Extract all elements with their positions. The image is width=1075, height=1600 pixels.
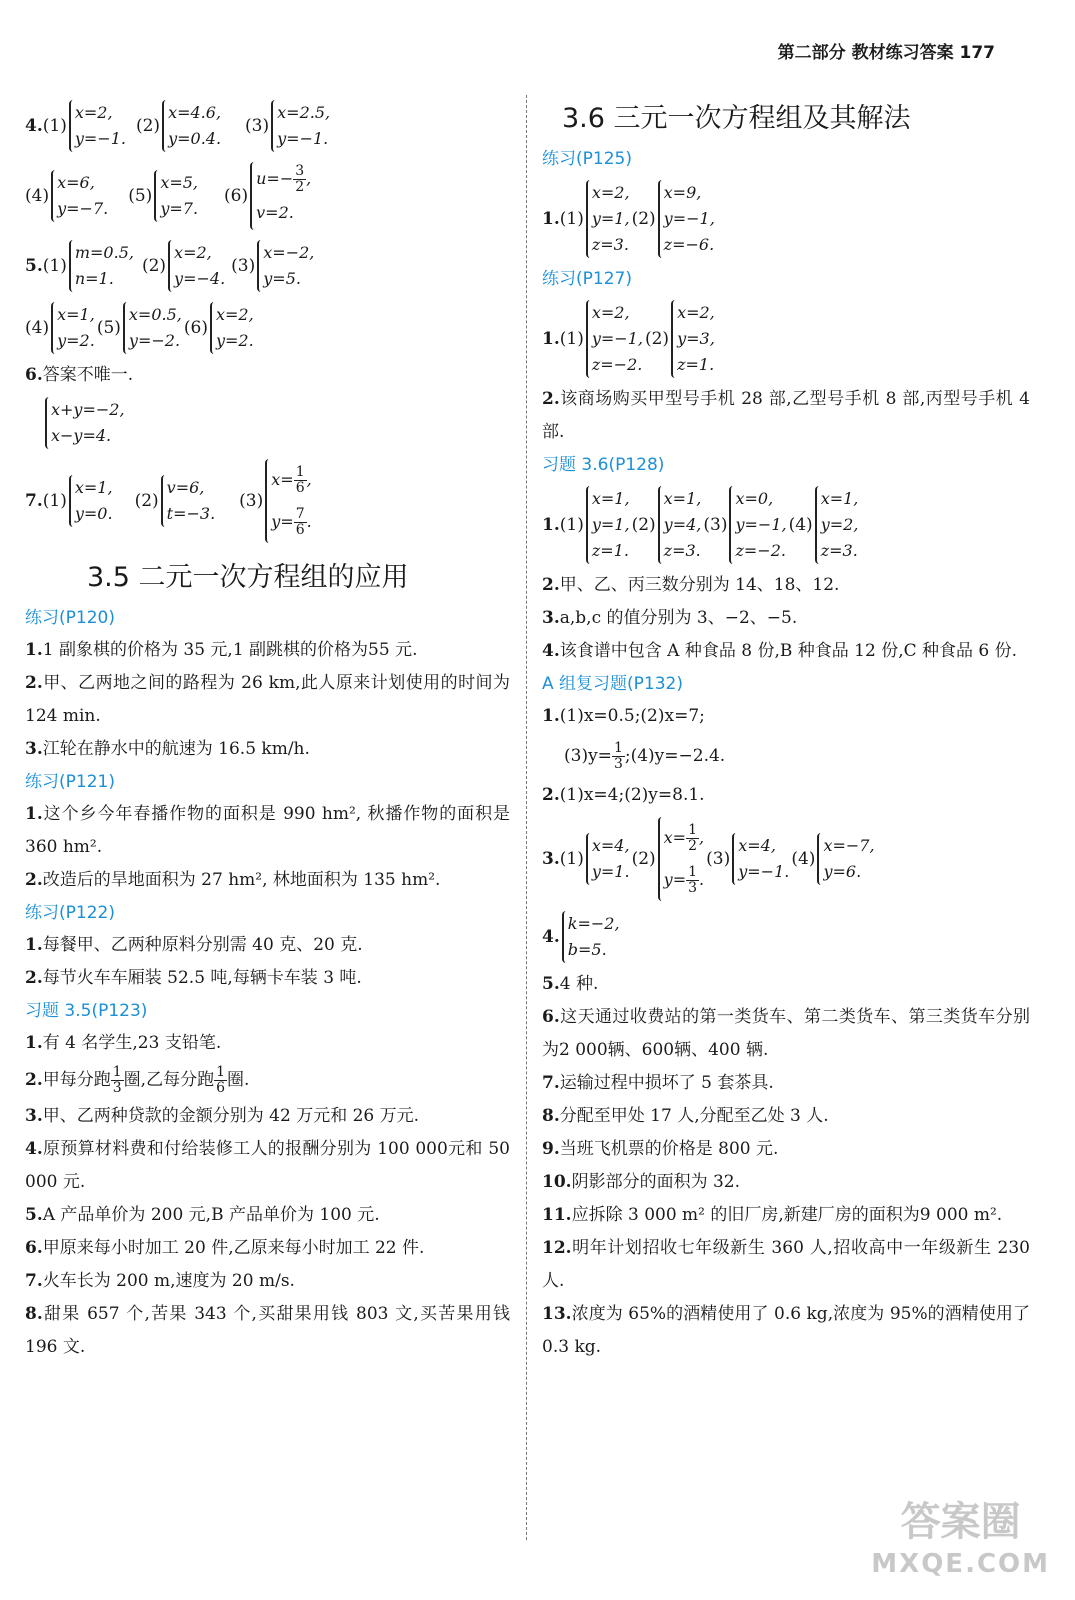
p127-q1: 1. (1) x=2, y=−1, z=−2. (2) x=2, y=3, z=1. (542, 295, 1030, 383)
list-item (25, 634, 510, 667)
item-text: 甜果 657 个,苦果 343 个,买甜果用钱 803 文,买苦果用钱 196 文. (25, 1304, 510, 1357)
item-text: 该食谱中包含 A 种食品 8 份,B 种食品 12 份,C 种食品 6 份. (559, 641, 1018, 661)
fraction: $\frac{7}{6}$ (295, 506, 305, 538)
equation-system: v=6, t=−3. (161, 475, 216, 527)
list-item (25, 864, 510, 897)
fraction: $\frac{1}{3}$ (688, 864, 698, 896)
list-item (25, 1133, 510, 1199)
list-item: 1.(1)x=0.5;(2)x=7; (542, 706, 705, 726)
item-number: 1. (25, 935, 43, 955)
equation-system: x=9, y=−1, z=−6. (658, 180, 715, 258)
item-number: 1. (25, 640, 43, 660)
equation-system: x=−7, y=6. (817, 833, 874, 885)
list-item (25, 1265, 510, 1298)
equation-system: u=− $\frac{3}{2}$ , v=2. (250, 162, 311, 230)
item-number: 4. (25, 1139, 43, 1159)
item-text: 这天通过收费站的第一类货车、第二类货车、第三类货车分别为2 000辆、600辆、400 辆. (542, 1007, 1030, 1060)
equation-system: x=6, y=−7. (51, 170, 108, 222)
equation-system: x=2, y=−4. (168, 240, 225, 292)
item-number: 3. (542, 608, 560, 628)
equation-system: x=4, y=−1. (732, 833, 789, 885)
item-number: 4. (542, 641, 560, 661)
item-text: 应拆除 3 000 m² 的旧厂房,新建厂房的面积为9 000 m². (571, 1205, 1003, 1225)
equation-system: x=5, y=7. (154, 170, 198, 222)
list-item (25, 962, 510, 995)
list-item: 2.甲每分跑 $\frac{1}{3}$ 圈,乙每分跑 $\frac{1}{6}$ 圈. (25, 1064, 250, 1096)
equation-system: m=0.5, n=1. (69, 240, 134, 292)
subheading-p128: 习题 3.6(P128) (542, 455, 665, 475)
p132-q3: 3. (1) x=4, y=1. (2) x= $\frac{1}{2}$ , y= $\frac{1}{3}$ . (3) x=4, y=−1. (4) x=−7, y=6. (542, 812, 1030, 906)
equation-system: x=−2, y=5. (257, 240, 314, 292)
q4-label: 4. (25, 116, 43, 136)
list-item (542, 635, 1030, 668)
column-divider (526, 95, 527, 1540)
item-number: 6. (542, 1007, 560, 1027)
p128-list (542, 569, 1030, 668)
item-number: 5. (542, 974, 560, 994)
item-number: 1. (25, 804, 43, 824)
subheading-p132: A 组复习题(P132) (542, 674, 683, 694)
fraction: $\frac{3}{2}$ (295, 163, 305, 195)
list-item (542, 1199, 1030, 1232)
p122-list (25, 929, 510, 995)
item-number: 9. (542, 1139, 560, 1159)
item-text: 1 副象棋的价格为 35 元,1 副跳棋的价格为55 元. (42, 640, 418, 660)
equation-system: x= $\frac{1}{2}$ , y= $\frac{1}{3}$ . (658, 817, 704, 901)
list-item: 1.有 4 名学生,23 支铅笔. (25, 1033, 222, 1053)
list-item (25, 667, 510, 733)
p132-list (542, 968, 1030, 1364)
item-text: 分配至甲处 17 人,分配至乙处 3 人. (559, 1106, 829, 1126)
list-item (25, 929, 510, 962)
equation-system: x=2, y=1, z=3. (586, 180, 630, 258)
list-item (25, 1100, 510, 1133)
section-title-3-6: 3.6 三元一次方程组及其解法 (562, 103, 911, 134)
equation-system: x=1, y=0. (69, 475, 113, 527)
item-number: 2. (25, 968, 43, 988)
item-number: 7. (25, 1271, 43, 1291)
list-item (25, 1199, 510, 1232)
list-item (25, 1298, 510, 1364)
fraction: $\frac{1}{6}$ (216, 1064, 225, 1096)
p120-list (25, 634, 510, 766)
equation-system: x=1, y=2, z=3. (815, 486, 859, 564)
item-number: 2. (25, 673, 43, 693)
item-text: 阴影部分的面积为 32. (571, 1172, 741, 1192)
item-text: A 产品单价为 200 元,B 产品单价为 100 元. (42, 1205, 380, 1225)
fraction: $\frac{1}{2}$ (688, 822, 698, 854)
item-number: 2. (542, 575, 560, 595)
item-number: 11. (542, 1205, 572, 1225)
subheading-p120: 练习(P120) (25, 608, 115, 628)
equation-system: k=−2, b=5. (562, 911, 620, 963)
item-text: 每节火车车厢装 52.5 吨,每辆卡车装 3 吨. (42, 968, 362, 988)
q5-row-1: 5. (1) m=0.5, n=1. (2) x=2, y=−4. (3) x=−2, y=5. (25, 235, 510, 297)
equation-system: x=2.5, y=−1. (271, 100, 330, 152)
equation-system: x=2, y=−1, z=−2. (586, 300, 643, 378)
list-item (542, 602, 1030, 635)
list-item (542, 1166, 1030, 1199)
item-text: 当班飞机票的价格是 800 元. (559, 1139, 779, 1159)
equation-system: x=2, y=−1. (69, 100, 126, 152)
item-number: 8. (542, 1106, 560, 1126)
equation-system: x=1, y=4, z=3. (658, 486, 702, 564)
p132-q4: 4. k=−2, b=5. (542, 906, 1030, 968)
equation-system: x=4.6, y=0.4. (162, 100, 221, 152)
q6-text: 6.答案不唯一. (25, 365, 134, 385)
list-item (25, 1232, 510, 1265)
item-number: 5. (25, 1205, 43, 1225)
list-item: (3)y= $\frac{1}{3}$ ;(4)y=−2.4. (564, 740, 726, 772)
list-item (542, 1001, 1030, 1067)
list-item (542, 569, 1030, 602)
item-text: 浓度为 65%的酒精使用了 0.6 kg,浓度为 95%的酒精使用了 0.3 kg. (542, 1304, 1030, 1357)
item-number: 10. (542, 1172, 572, 1192)
list-item: 2.该商场购买甲型号手机 28 部,乙型号手机 8 部,丙型号手机 4 部. (542, 389, 1030, 442)
section-title-3-5: 3.5 二元一次方程组的应用 (87, 562, 409, 593)
item-number: 2. (25, 870, 43, 890)
list-item (542, 1232, 1030, 1298)
page-header: 第二部分 教材练习答案 177 (777, 43, 995, 63)
item-text: 改造后的旱地面积为 27 hm², 林地面积为 135 hm². (42, 870, 441, 890)
item-text: 原预算材料费和付给装修工人的报酬分别为 100 000元和 50 000 元. (25, 1139, 510, 1192)
right-column (542, 95, 1030, 1364)
item-text: 甲、乙两地之间的路程为 26 km,此人原来计划使用的时间为 124 min. (25, 673, 510, 726)
equation-system: x= $\frac{1}{6}$ , y= $\frac{7}{6}$ . (265, 459, 311, 543)
item-text: 明年计划招收七年级新生 360 人,招收高中一年级新生 230 人. (542, 1238, 1030, 1291)
list-item: 2.(1)x=4;(2)y=8.1. (542, 785, 705, 805)
p128-q1: 1. (1) x=1, y=1, z=1. (2) x=1, y=4, z=3. (3) x=0, y=−1, z=−2. (4) x=1, y=2, z=3. (542, 481, 1030, 569)
fraction: $\frac{1}{3}$ (112, 1064, 122, 1096)
q4-row-1: 4. (1) x=2, y=−1. (2) x=4.6, y=0.4. (3) x=2.5, y=−1. (25, 95, 510, 157)
list-item (25, 798, 510, 864)
watermark-logo: 答案圈 MXQE.COM (871, 1499, 1050, 1579)
item-number: 8. (25, 1304, 43, 1324)
equation-system: x=1, y=2. (51, 302, 95, 354)
item-text: 这个乡今年春播作物的面积是 990 hm², 秋播作物的面积是 360 hm². (25, 804, 510, 857)
item-text: 4 种. (559, 974, 599, 994)
equation-system: x=0, y=−1, z=−2. (729, 486, 786, 564)
item-text: 每餐甲、乙两种原料分别需 40 克、20 克. (42, 935, 363, 955)
p125-q1: 1. (1) x=2, y=1, z=3. (2) x=9, y=−1, z=−6. (542, 175, 1030, 263)
subheading-p125: 练习(P125) (542, 149, 632, 169)
equation-system: x=0.5, y=−2. (123, 302, 182, 354)
list-item (542, 968, 1030, 1001)
item-text: 江轮在静水中的航速为 16.5 km/h. (42, 739, 310, 759)
list-item (542, 1133, 1030, 1166)
equation-system: x=4, y=1. (586, 833, 630, 885)
equation-system: x+y=−2, x−y=4. (45, 397, 125, 449)
subheading-p122: 练习(P122) (25, 903, 115, 923)
item-number: 6. (25, 1238, 43, 1258)
subheading-p121: 练习(P121) (25, 772, 115, 792)
list-item (542, 1067, 1030, 1100)
list-item (542, 1298, 1030, 1364)
item-text: 运输过程中损坏了 5 套茶具. (559, 1073, 774, 1093)
item-text: a,b,c 的值分别为 3、−2、−5. (559, 608, 798, 628)
equation-system: x=2, y=2. (210, 302, 254, 354)
left-column (25, 95, 510, 1364)
q6-system (25, 392, 510, 454)
p123-list (25, 1100, 510, 1364)
equation-system: x=2, y=3, z=1. (671, 300, 715, 378)
item-number: 13. (542, 1304, 572, 1324)
item-number: 7. (542, 1073, 560, 1093)
item-number: 3. (25, 739, 43, 759)
fraction: $\frac{1}{3}$ (613, 740, 623, 772)
p121-list (25, 798, 510, 897)
q5-label: 5. (25, 256, 43, 276)
item-text: 甲、乙、丙三数分别为 14、18、12. (559, 575, 840, 595)
item-text: 火车长为 200 m,速度为 20 m/s. (42, 1271, 295, 1291)
item-text: 甲原来每小时加工 20 件,乙原来每小时加工 22 件. (42, 1238, 425, 1258)
equation-system: x=1, y=1, z=1. (586, 486, 630, 564)
q5-row-2: (4) x=1, y=2. (5) x=0.5, y=−2. (6) x=2, y=2. (25, 297, 510, 359)
item-number: 12. (542, 1238, 572, 1258)
fraction: $\frac{1}{6}$ (295, 464, 305, 496)
item-number: 3. (25, 1106, 43, 1126)
q4-row-2: (4) x=6, y=−7. (5) x=5, y=7. (6) u=− $\frac{3}{2}$ , v=2. (25, 157, 510, 235)
list-item (25, 733, 510, 766)
subheading-p123: 习题 3.5(P123) (25, 1001, 148, 1021)
list-item (542, 1100, 1030, 1133)
subheading-p127: 练习(P127) (542, 269, 632, 289)
q7-label: 7. (25, 491, 43, 511)
item-text: 甲、乙两种贷款的金额分别为 42 万元和 26 万元. (42, 1106, 420, 1126)
q7-row: 7. (1) x=1, y=0. (2) v=6, t=−3. (3) x= $\frac{1}{6}$ , y= $\frac{7}{6}$ . (25, 454, 510, 548)
